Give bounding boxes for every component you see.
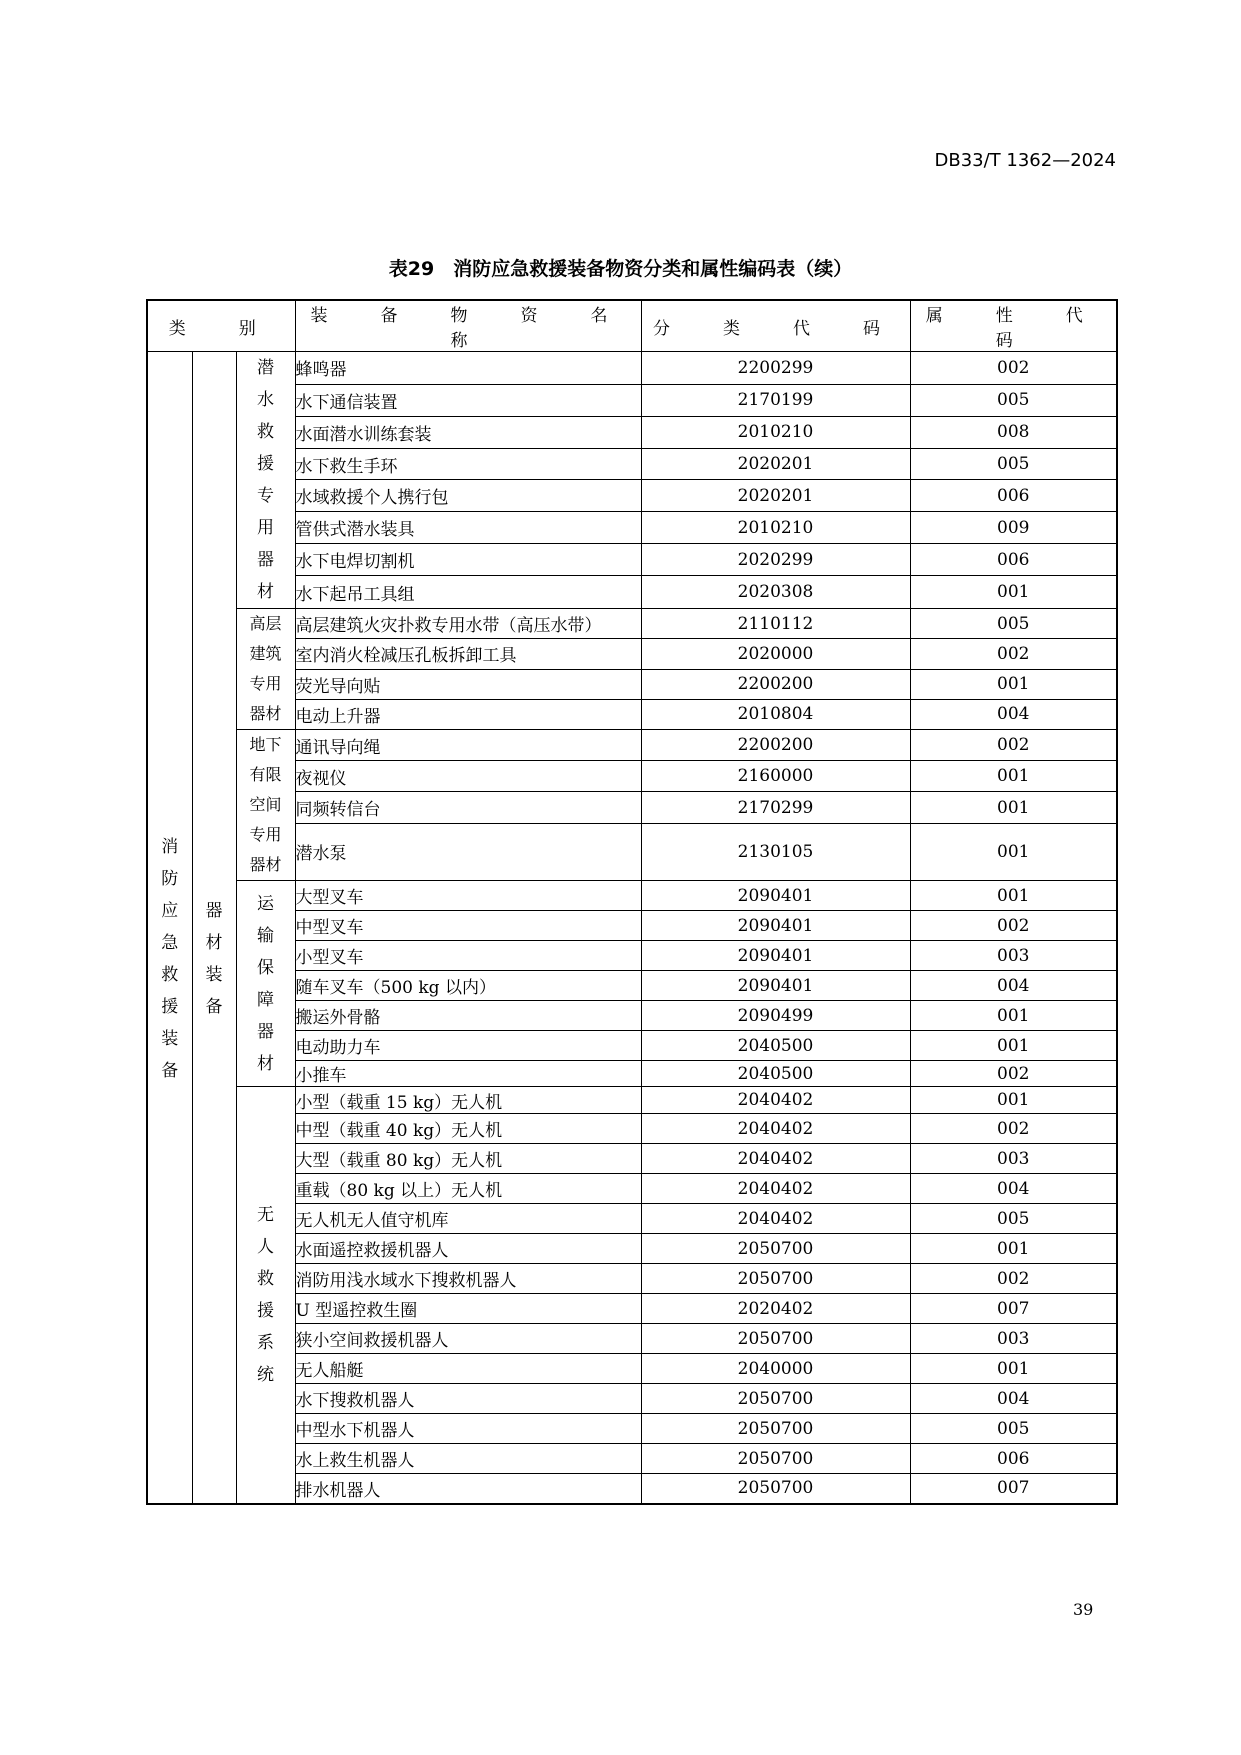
level2-category-cell-char: 备 [205, 997, 223, 1018]
cell-name: 潜水泵 [295, 823, 641, 880]
cell-name: 蜂鸣器 [295, 352, 641, 385]
group-category-cell-char: 器材 [249, 855, 282, 874]
cell-attr: 009 [910, 512, 1117, 544]
cell-attr: 001 [910, 792, 1117, 823]
cell-attr: 001 [910, 669, 1117, 699]
cell-name: 水面潜水训练套装 [295, 416, 641, 448]
cell-attr: 001 [910, 576, 1117, 609]
cell-code: 2010804 [641, 699, 910, 729]
group-category-cell [236, 1087, 295, 1504]
cell-name: 电动上升器 [295, 699, 641, 729]
cell-attr: 007 [910, 1294, 1117, 1324]
group-category-cell [236, 881, 295, 1087]
cell-code: 2040000 [641, 1354, 910, 1384]
cell-attr: 002 [910, 1114, 1117, 1144]
cell-name: 小型（载重 15 kg）无人机 [295, 1087, 641, 1114]
cell-attr: 004 [910, 1384, 1117, 1414]
cell-attr: 002 [910, 730, 1117, 761]
level1-category-cell [147, 352, 192, 1504]
cell-name: 搬运外骨骼 [295, 1001, 641, 1031]
cell-attr: 006 [910, 544, 1117, 576]
table-row [147, 1087, 1117, 1114]
header-attr: 属 性 代 码 [910, 300, 1117, 352]
cell-code: 2090499 [641, 1001, 910, 1031]
cell-name: 水下通信装置 [295, 384, 641, 416]
cell-name: 水下救生手环 [295, 448, 641, 480]
level2-category-cell [192, 352, 236, 1504]
level1-category-cell-char: 援 [161, 997, 179, 1018]
cell-name: 无人机无人值守机库 [295, 1204, 641, 1234]
cell-code: 2110112 [641, 609, 910, 639]
cell-code: 2040402 [641, 1114, 910, 1144]
cell-name: 中型（载重 40 kg）无人机 [295, 1114, 641, 1144]
group-category-cell-char: 专用 [249, 674, 282, 693]
cell-name: 消防用浅水域水下搜救机器人 [295, 1264, 641, 1294]
cell-attr: 003 [910, 1144, 1117, 1174]
cell-attr: 007 [910, 1474, 1117, 1504]
cell-attr: 002 [910, 1264, 1117, 1294]
cell-name: 通讯导向绳 [295, 730, 641, 761]
cell-code: 2090401 [641, 941, 910, 971]
group-category-cell [236, 352, 295, 609]
cell-code: 2040402 [641, 1204, 910, 1234]
cell-attr: 005 [910, 1204, 1117, 1234]
cell-code: 2160000 [641, 761, 910, 792]
cell-attr: 001 [910, 1001, 1117, 1031]
cell-attr: 002 [910, 911, 1117, 941]
cell-attr: 003 [910, 941, 1117, 971]
cell-name: 小型叉车 [295, 941, 641, 971]
cell-attr: 003 [910, 1324, 1117, 1354]
cell-attr: 002 [910, 352, 1117, 385]
cell-name: 水下电焊切割机 [295, 544, 641, 576]
group-category-cell-char: 障 [257, 989, 274, 1010]
cell-code: 2020201 [641, 480, 910, 512]
table-row [147, 881, 1117, 911]
group-category-cell-char: 器 [257, 550, 274, 570]
level2-category-cell-char: 材 [205, 933, 223, 954]
cell-name: 中型叉车 [295, 911, 641, 941]
cell-code: 2090401 [641, 971, 910, 1001]
group-category-cell-char: 救 [257, 1268, 274, 1289]
cell-code: 2040402 [641, 1087, 910, 1114]
group-category-cell-char: 器 [257, 1021, 274, 1042]
cell-name: 排水机器人 [295, 1474, 641, 1504]
cell-code: 2090401 [641, 911, 910, 941]
cell-code: 2130105 [641, 823, 910, 880]
cell-name: 同频转信台 [295, 792, 641, 823]
cell-code: 2010210 [641, 416, 910, 448]
group-category-cell-char: 水 [257, 390, 274, 410]
cell-code: 2050700 [641, 1414, 910, 1444]
cell-attr: 001 [910, 761, 1117, 792]
header-category: 类 别 [147, 300, 295, 352]
cell-attr: 005 [910, 384, 1117, 416]
group-category-cell-char: 地下 [249, 735, 282, 754]
level1-category-cell-char: 备 [161, 1061, 179, 1082]
cell-name: 水下起吊工具组 [295, 576, 641, 609]
cell-name: 随车叉车（500 kg 以内） [295, 971, 641, 1001]
level1-category-cell-char: 应 [161, 901, 179, 922]
cell-name: 高层建筑火灾扑救专用水带（高压水带） [295, 609, 641, 639]
cell-code: 2020402 [641, 1294, 910, 1324]
group-category-cell-char: 无 [257, 1204, 274, 1225]
cell-attr: 001 [910, 1087, 1117, 1114]
cell-code: 2010210 [641, 512, 910, 544]
cell-attr: 002 [910, 639, 1117, 669]
cell-code: 2050700 [641, 1474, 910, 1504]
document-code: DB33/T 1362—2024 [934, 150, 1116, 171]
level1-category-cell-char: 装 [161, 1029, 179, 1050]
group-category-cell-char: 保 [257, 957, 274, 978]
cell-code: 2040402 [641, 1144, 910, 1174]
cell-code: 2040500 [641, 1061, 910, 1087]
cell-name: 狭小空间救援机器人 [295, 1324, 641, 1354]
cell-name: 电动助力车 [295, 1031, 641, 1061]
cell-code: 2170299 [641, 792, 910, 823]
cell-attr: 006 [910, 1444, 1117, 1474]
cell-name: 小推车 [295, 1061, 641, 1087]
cell-attr: 001 [910, 1234, 1117, 1264]
cell-name: 荧光导向贴 [295, 669, 641, 699]
group-category-cell-char: 材 [257, 582, 274, 602]
group-category-cell-char: 援 [257, 1300, 274, 1321]
cell-attr: 001 [910, 1031, 1117, 1061]
cell-code: 2050700 [641, 1384, 910, 1414]
cell-name: 水面遥控救援机器人 [295, 1234, 641, 1264]
cell-name: 室内消火栓减压孔板拆卸工具 [295, 639, 641, 669]
cell-name: 大型（载重 80 kg）无人机 [295, 1144, 641, 1174]
group-category-cell-char: 有限 [249, 765, 282, 784]
group-category-cell-char: 运 [257, 893, 274, 914]
table-row [147, 730, 1117, 761]
level1-category-cell-char: 救 [161, 965, 179, 986]
level1-category-cell-char: 消 [161, 837, 179, 858]
level2-category-cell-char: 器 [205, 901, 223, 922]
level1-category-cell-char: 急 [161, 933, 179, 954]
cell-attr: 001 [910, 1354, 1117, 1384]
table-header-row [147, 300, 1117, 352]
group-category-cell-char: 救 [257, 422, 274, 442]
table-row [147, 352, 1117, 385]
cell-attr: 005 [910, 1414, 1117, 1444]
group-category-cell-char: 援 [257, 454, 274, 474]
cell-code: 2020299 [641, 544, 910, 576]
cell-name: 夜视仪 [295, 761, 641, 792]
equipment-classification-table [146, 299, 1136, 1505]
cell-attr: 004 [910, 971, 1117, 1001]
group-category-cell-char: 系 [257, 1332, 274, 1353]
cell-attr: 008 [910, 416, 1117, 448]
header-code: 分 类 代 码 [641, 300, 910, 352]
cell-code: 2020000 [641, 639, 910, 669]
cell-code: 2040402 [641, 1174, 910, 1204]
group-category-cell-char: 专 [257, 486, 274, 506]
cell-code: 2090401 [641, 881, 910, 911]
cell-code: 2050700 [641, 1264, 910, 1294]
group-category-cell-char: 用 [257, 518, 274, 538]
cell-name: 管供式潜水装具 [295, 512, 641, 544]
cell-name: 中型水下机器人 [295, 1414, 641, 1444]
group-category-cell-char: 输 [257, 925, 274, 946]
table-body [147, 352, 1117, 1504]
cell-code: 2200200 [641, 730, 910, 761]
cell-code: 2170199 [641, 384, 910, 416]
group-category-cell-char: 器材 [249, 704, 282, 723]
table-title: 表29 消防应急救援装备物资分类和属性编码表（续） [388, 258, 853, 280]
cell-attr: 001 [910, 823, 1117, 880]
cell-code: 2050700 [641, 1324, 910, 1354]
cell-attr: 002 [910, 1061, 1117, 1087]
cell-code: 2050700 [641, 1444, 910, 1474]
group-category-cell [236, 730, 295, 881]
cell-name: 大型叉车 [295, 881, 641, 911]
cell-attr: 004 [910, 699, 1117, 729]
cell-code: 2020308 [641, 576, 910, 609]
cell-name: 水下搜救机器人 [295, 1384, 641, 1414]
group-category-cell-char: 高层 [249, 614, 282, 633]
group-category-cell-char: 统 [257, 1364, 274, 1385]
cell-attr: 001 [910, 881, 1117, 911]
cell-attr: 004 [910, 1174, 1117, 1204]
group-category-cell [236, 609, 295, 730]
group-category-cell-char: 潜 [257, 358, 274, 378]
group-category-cell-char: 空间 [249, 795, 282, 814]
cell-name: 水域救援个人携行包 [295, 480, 641, 512]
header-name: 装 备 物 资 名 称 [295, 300, 641, 352]
cell-name: U 型遥控救生圈 [295, 1294, 641, 1324]
cell-attr: 006 [910, 480, 1117, 512]
cell-attr: 005 [910, 609, 1117, 639]
group-category-cell-char: 材 [257, 1053, 274, 1074]
level1-category-cell-char: 防 [161, 869, 179, 890]
cell-code: 2200299 [641, 352, 910, 385]
cell-name: 水上救生机器人 [295, 1444, 641, 1474]
cell-code: 2040500 [641, 1031, 910, 1061]
group-category-cell-char: 专用 [249, 825, 282, 844]
level2-category-cell-char: 装 [205, 965, 223, 986]
table-row [147, 609, 1117, 639]
cell-code: 2050700 [641, 1234, 910, 1264]
page-number: 39 [1073, 1600, 1094, 1619]
cell-attr: 005 [910, 448, 1117, 480]
group-category-cell-char: 人 [257, 1236, 274, 1257]
group-category-cell-char: 建筑 [249, 644, 282, 663]
cell-code: 2200200 [641, 669, 910, 699]
cell-name: 无人船艇 [295, 1354, 641, 1384]
cell-code: 2020201 [641, 448, 910, 480]
cell-name: 重载（80 kg 以上）无人机 [295, 1174, 641, 1204]
